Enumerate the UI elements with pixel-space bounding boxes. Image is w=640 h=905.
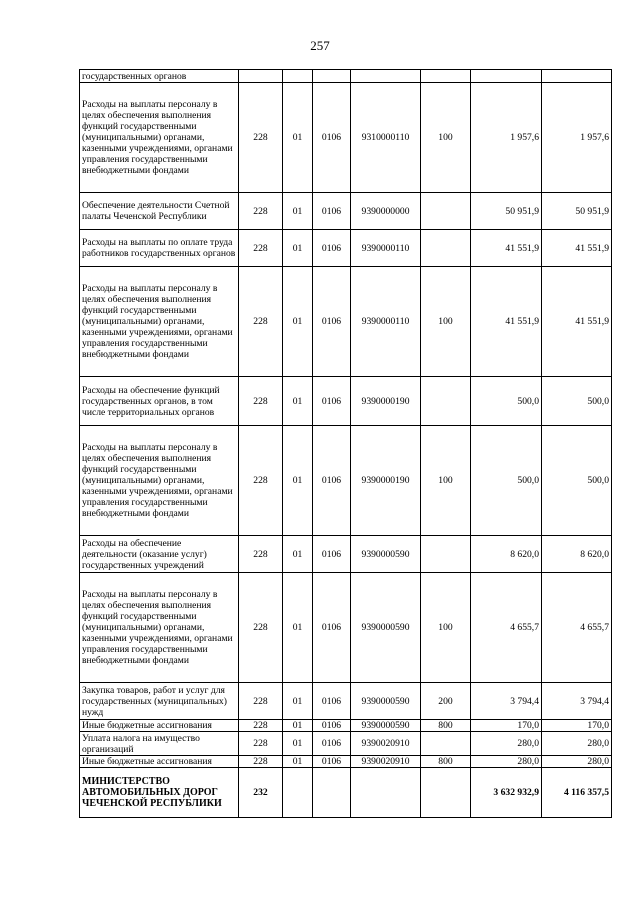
table-row (80, 768, 612, 818)
row-name: Расходы на выплаты персоналу в целях обеспечения выполнения функций государственными (муниципальными) органами, казенными учреждениями, органами управления государственными внебюджетными фондами (80, 83, 239, 193)
row-sum-1: 3 794,4 (471, 683, 542, 720)
row-rz: 01 (283, 756, 313, 768)
table-row (80, 732, 612, 756)
row-sum-2: 41 551,9 (542, 267, 612, 377)
row-csr: 9390000590 (351, 720, 421, 732)
row-sum-2: 1 957,6 (542, 83, 612, 193)
row-ved: 228 (239, 193, 283, 230)
row-pr: 0106 (313, 377, 351, 426)
table-row (80, 83, 612, 193)
row-pr: 0106 (313, 720, 351, 732)
row-sum-1: 1 957,6 (471, 83, 542, 193)
row-pr: 0106 (313, 193, 351, 230)
row-ved: 232 (239, 768, 283, 818)
row-sum-2 (542, 70, 612, 83)
row-name: МИНИСТЕРСТВО АВТОМОБИЛЬНЫХ ДОРОГ ЧЕЧЕНСКОЙ РЕСПУБЛИКИ (80, 768, 239, 818)
row-ved: 228 (239, 83, 283, 193)
row-rz: 01 (283, 732, 313, 756)
row-sum-1: 280,0 (471, 732, 542, 756)
row-sum-2: 500,0 (542, 377, 612, 426)
row-vr: 800 (421, 756, 471, 768)
row-pr: 0106 (313, 756, 351, 768)
row-csr: 9390020910 (351, 756, 421, 768)
row-pr: 0106 (313, 683, 351, 720)
row-sum-1: 500,0 (471, 426, 542, 536)
row-vr (421, 732, 471, 756)
row-sum-1: 50 951,9 (471, 193, 542, 230)
row-csr: 9390020910 (351, 732, 421, 756)
row-name: Расходы на выплаты персоналу в целях обеспечения выполнения функций государственными (муниципальными) органами, казенными учреждениями, органами управления государственными внебюджетными фондами (80, 573, 239, 683)
row-csr: 9390000000 (351, 193, 421, 230)
row-pr (313, 70, 351, 83)
row-rz: 01 (283, 573, 313, 683)
row-sum-2: 50 951,9 (542, 193, 612, 230)
row-ved: 228 (239, 426, 283, 536)
row-sum-2: 4 655,7 (542, 573, 612, 683)
table-row (80, 70, 612, 83)
row-csr: 9390000190 (351, 377, 421, 426)
row-sum-2: 3 794,4 (542, 683, 612, 720)
row-vr: 100 (421, 573, 471, 683)
budget-table-body (80, 70, 612, 818)
budget-table (79, 69, 612, 818)
row-vr (421, 768, 471, 818)
row-rz: 01 (283, 267, 313, 377)
row-rz (283, 70, 313, 83)
row-csr: 9310000110 (351, 83, 421, 193)
row-rz: 01 (283, 426, 313, 536)
row-rz (283, 768, 313, 818)
row-vr: 100 (421, 267, 471, 377)
row-sum-2: 41 551,9 (542, 230, 612, 267)
row-csr: 9390000110 (351, 267, 421, 377)
row-rz: 01 (283, 193, 313, 230)
table-row (80, 756, 612, 768)
row-sum-1: 500,0 (471, 377, 542, 426)
row-rz: 01 (283, 83, 313, 193)
row-pr (313, 768, 351, 818)
row-pr: 0106 (313, 230, 351, 267)
row-pr: 0106 (313, 267, 351, 377)
table-row (80, 536, 612, 573)
row-ved: 228 (239, 683, 283, 720)
row-rz: 01 (283, 720, 313, 732)
row-vr: 100 (421, 426, 471, 536)
row-vr (421, 377, 471, 426)
row-sum-1: 8 620,0 (471, 536, 542, 573)
row-csr: 9390000590 (351, 536, 421, 573)
row-pr: 0106 (313, 426, 351, 536)
table-row (80, 377, 612, 426)
row-name: Обеспечение деятельности Счетной палаты Чеченской Республики (80, 193, 239, 230)
row-ved: 228 (239, 267, 283, 377)
table-row (80, 573, 612, 683)
row-sum-2: 280,0 (542, 756, 612, 768)
row-csr (351, 768, 421, 818)
row-ved: 228 (239, 756, 283, 768)
row-ved: 228 (239, 536, 283, 573)
row-vr: 200 (421, 683, 471, 720)
row-csr: 9390000190 (351, 426, 421, 536)
row-name: государственных органов (80, 70, 239, 83)
row-ved: 228 (239, 573, 283, 683)
row-name: Уплата налога на имущество организаций (80, 732, 239, 756)
row-sum-2: 170,0 (542, 720, 612, 732)
row-vr (421, 193, 471, 230)
row-csr: 9390000590 (351, 573, 421, 683)
row-ved (239, 70, 283, 83)
page-number: 257 (310, 38, 330, 53)
row-name: Расходы на выплаты по оплате труда работников государственных органов (80, 230, 239, 267)
row-pr: 0106 (313, 732, 351, 756)
row-name: Иные бюджетные ассигнования (80, 720, 239, 732)
row-csr (351, 70, 421, 83)
table-row (80, 720, 612, 732)
row-sum-1: 280,0 (471, 756, 542, 768)
row-name: Расходы на обеспечение деятельности (оказание услуг) государственных учреждений (80, 536, 239, 573)
row-sum-1: 41 551,9 (471, 230, 542, 267)
row-pr: 0106 (313, 536, 351, 573)
row-ved: 228 (239, 230, 283, 267)
row-rz: 01 (283, 377, 313, 426)
row-pr: 0106 (313, 83, 351, 193)
row-name: Расходы на выплаты персоналу в целях обеспечения выполнения функций государственными (муниципальными) органами, казенными учреждениями, органами управления государственными внебюджетными фондами (80, 267, 239, 377)
row-pr: 0106 (313, 573, 351, 683)
row-csr: 9390000590 (351, 683, 421, 720)
row-rz: 01 (283, 683, 313, 720)
row-csr: 9390000110 (351, 230, 421, 267)
row-vr (421, 230, 471, 267)
row-rz: 01 (283, 230, 313, 267)
table-row (80, 230, 612, 267)
row-vr: 100 (421, 83, 471, 193)
row-ved: 228 (239, 732, 283, 756)
table-row (80, 267, 612, 377)
row-ved: 228 (239, 377, 283, 426)
row-sum-1: 41 551,9 (471, 267, 542, 377)
row-vr (421, 70, 471, 83)
row-rz: 01 (283, 536, 313, 573)
row-name: Закупка товаров, работ и услуг для государственных (муниципальных) нужд (80, 683, 239, 720)
table-row (80, 683, 612, 720)
table-row (80, 193, 612, 230)
row-sum-2: 500,0 (542, 426, 612, 536)
row-sum-1: 3 632 932,9 (471, 768, 542, 818)
row-vr (421, 536, 471, 573)
row-name: Иные бюджетные ассигнования (80, 756, 239, 768)
table-row (80, 426, 612, 536)
row-sum-1: 170,0 (471, 720, 542, 732)
row-sum-2: 4 116 357,5 (542, 768, 612, 818)
row-name: Расходы на выплаты персоналу в целях обеспечения выполнения функций государственными (муниципальными) органами, казенными учреждениями, органами управления государственными внебюджетными фондами (80, 426, 239, 536)
row-ved: 228 (239, 720, 283, 732)
row-sum-2: 8 620,0 (542, 536, 612, 573)
row-name: Расходы на обеспечение функций государственных органов, в том числе территориальных органов (80, 377, 239, 426)
row-sum-1 (471, 70, 542, 83)
row-vr: 800 (421, 720, 471, 732)
row-sum-1: 4 655,7 (471, 573, 542, 683)
row-sum-2: 280,0 (542, 732, 612, 756)
